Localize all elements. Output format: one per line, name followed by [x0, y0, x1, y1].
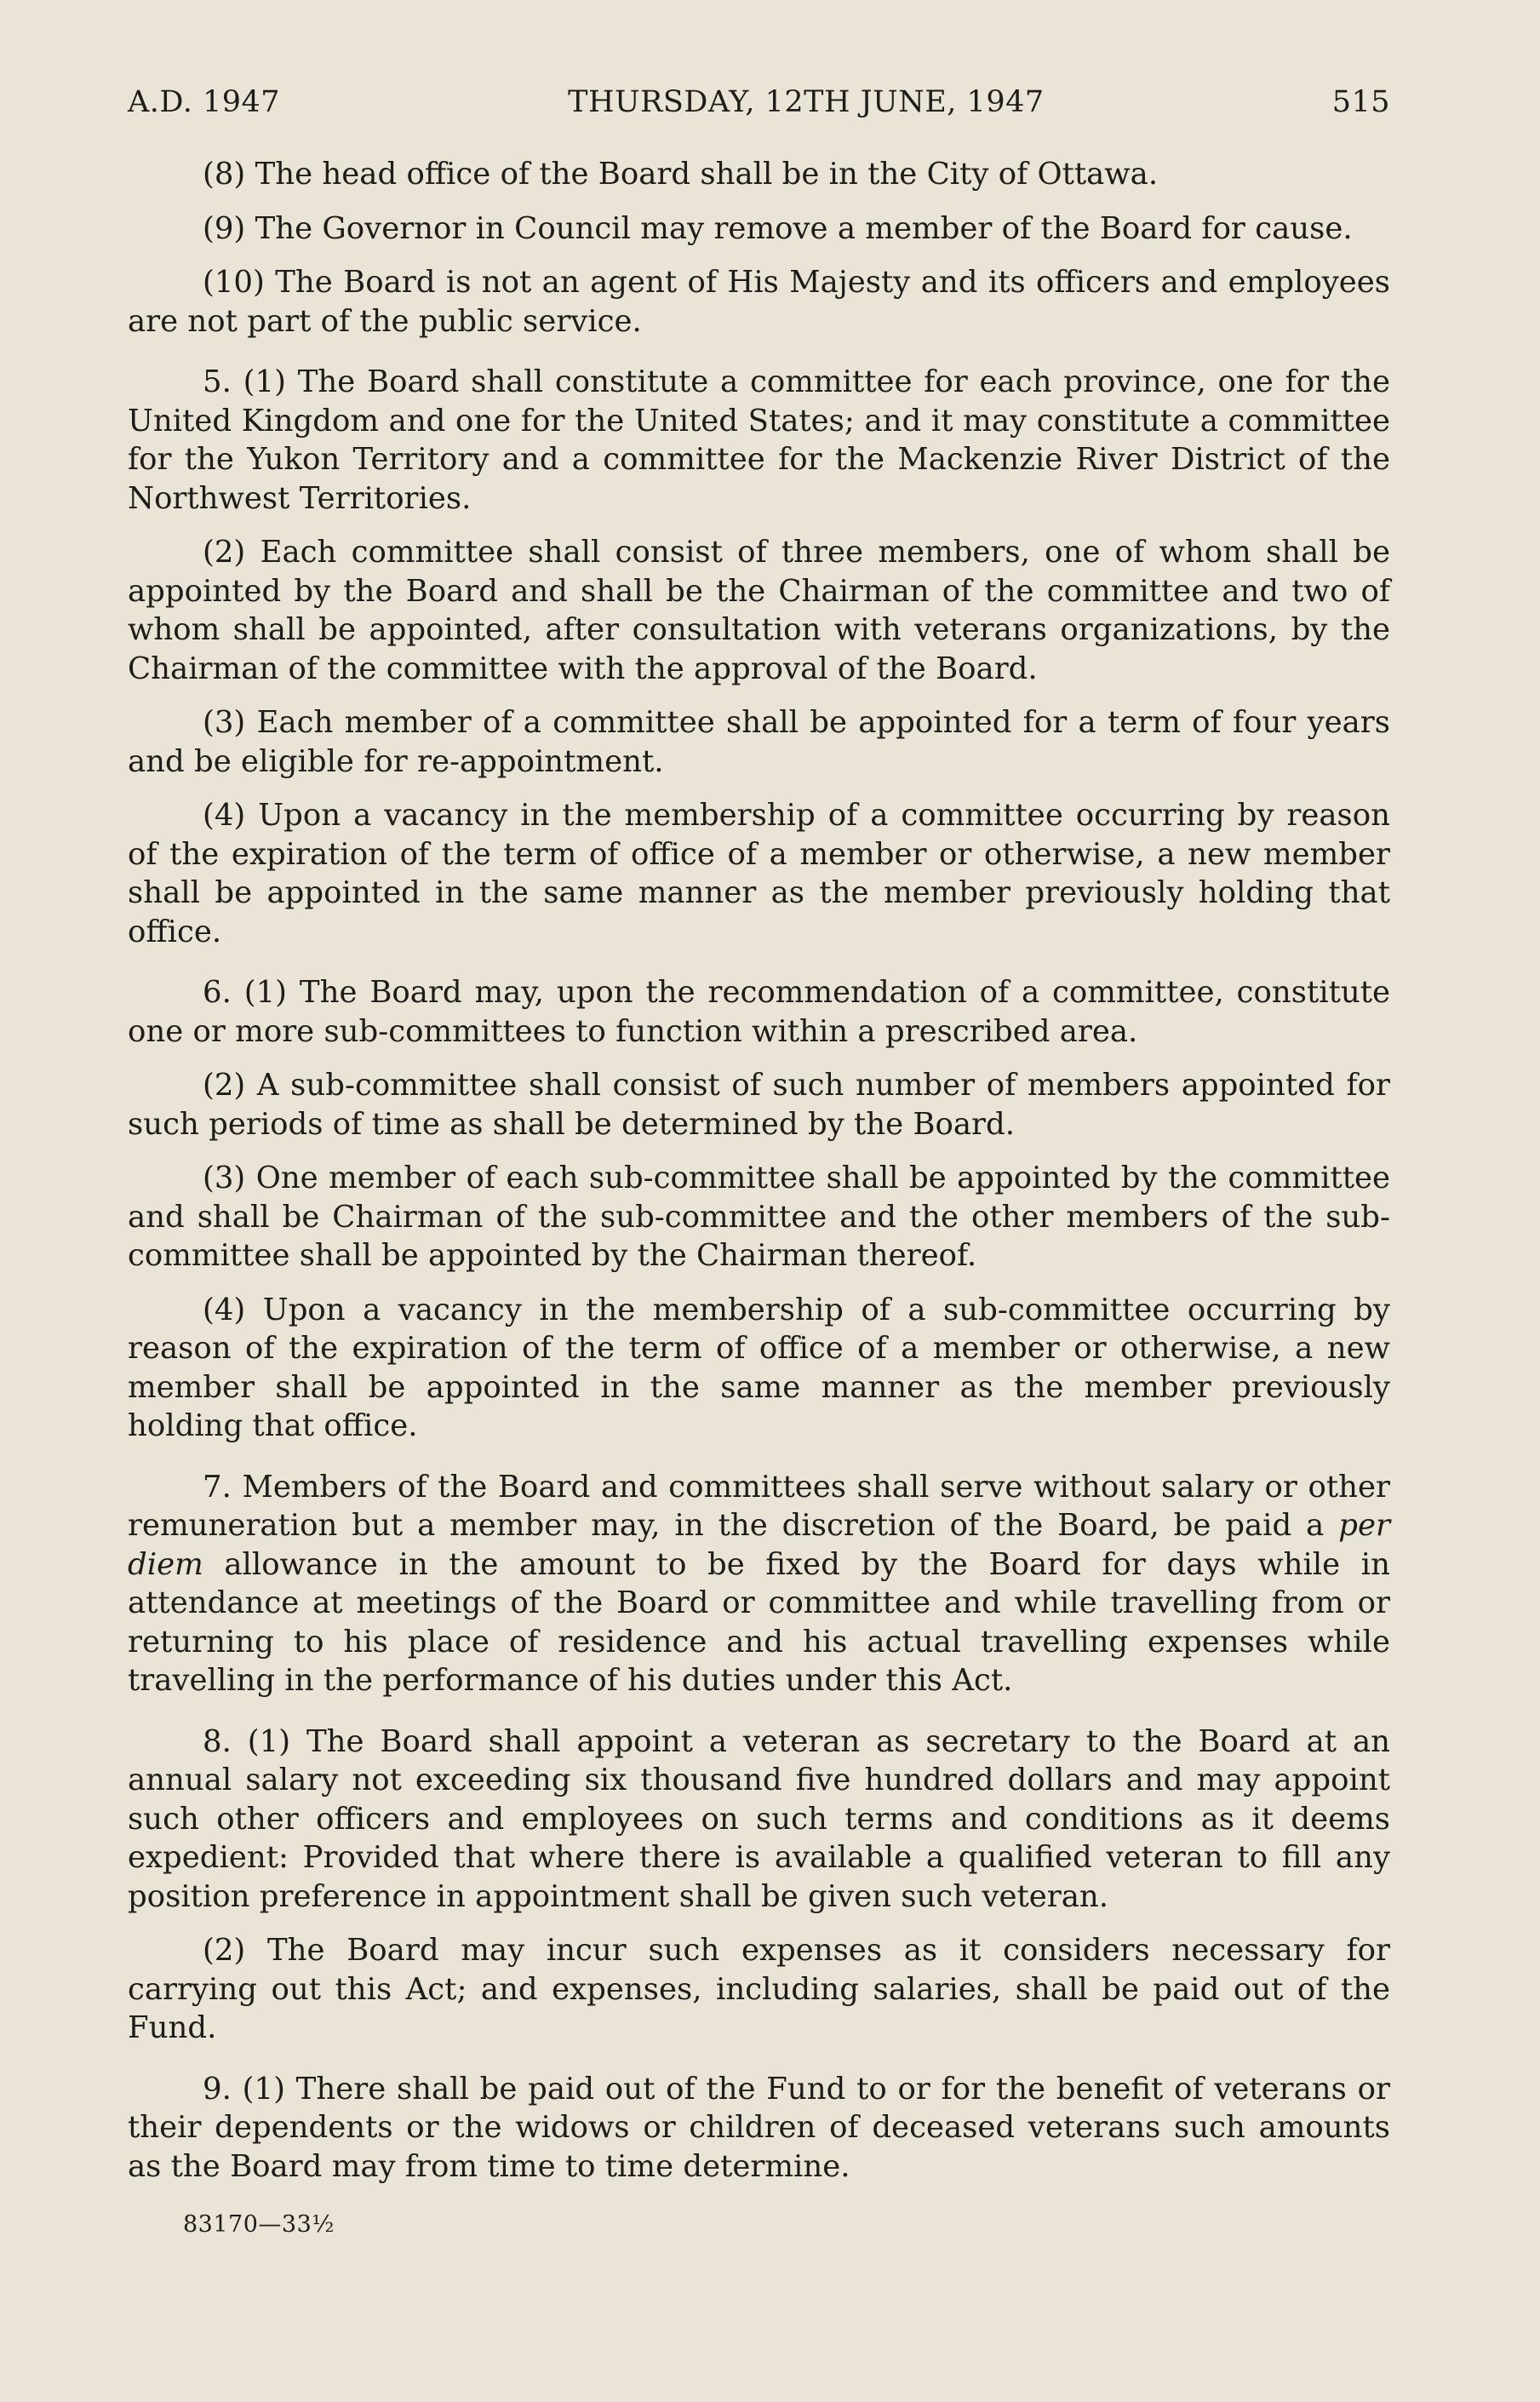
section-paragraph: 9. (1) There shall be paid out of the Fund to or for the benefit of veterans or their dependents or the widows or children of deceased veterans such amounts as the Board may from time to time determine. — [128, 2071, 1390, 2184]
printer-signature: 83170—33½ — [183, 2211, 335, 2238]
paragraph: (3) Each member of a committee shall be appointed for a term of four years and be eligible for re-appointment. — [128, 705, 1390, 779]
italic-phrase: per diem — [128, 1508, 1390, 1582]
paragraph: (8) The head office of the Board shall be in the City of Ottawa. — [203, 157, 1159, 192]
section-paragraph — [128, 1468, 1390, 1700]
paragraph: (2) A sub-committee shall consist of such number of members appointed for such periods of time as shall be determined by the Board. — [128, 1068, 1390, 1142]
section-paragraph: 5. (1) The Board shall constitute a committee for each province, one for the United Kingdom and one for the United States; and it may constitute a committee for the Yukon Territory and a committee for the Mackenzie River District of the Northwest Territories. — [128, 364, 1390, 516]
section-paragraph: 8. (1) The Board shall appoint a veteran as secretary to the Board at an annual salary not exceeding six thousand five hundred dollars and may appoint such other officers and employees on such terms and conditions as it deems expedient: Provided that where there is available a qualified veteran to fill any position preference in appointment shall be given such veteran. — [128, 1723, 1390, 1914]
header-year: A.D. 1947 — [128, 85, 281, 119]
paragraph-text: allowance in the amount to be fixed by the Board for days while in attendance at meetings of the Board or committee and while travelling from or returning to his place of residence and his actual travelling expenses while travelling in the performance of his duties under this Act. — [128, 1546, 1390, 1698]
paragraph: (3) One member of each sub-committee shall be appointed by the committee and shall be Chairman of the sub-committee and the other members of the sub-committee shall be appointed by the Chairman thereof. — [128, 1161, 1390, 1273]
document-body — [128, 155, 1390, 2186]
paragraph: (2) The Board may incur such expenses as it considers necessary for carrying out this Act; and expenses, including salaries, shall be paid out of the Fund. — [128, 1933, 1390, 2045]
page-number: 515 — [1331, 85, 1390, 119]
paragraph: (4) Upon a vacancy in the membership of a sub-committee occurring by reason of the expiration of the term of office of a member or otherwise, a new member shall be appointed in the same manner as the member previously holding that office. — [128, 1292, 1390, 1443]
header-date: THURSDAY, 12TH JUNE, 1947 — [568, 85, 1045, 119]
paragraph: (4) Upon a vacancy in the membership of a committee occurring by reason of the expiration of the term of office of a member or otherwise, a new member shall be appointed in the same manner as the member previously holding that office. — [128, 798, 1390, 949]
paragraph: (2) Each committee shall consist of three members, one of whom shall be appointed by the Board and shall be the Chairman of the committee and two of whom shall be appointed, after consultation with veterans organizations, by the Chairman of the committee with the approval of the Board. — [128, 535, 1390, 686]
paragraph: (9) The Governor in Council may remove a member of the Board for cause. — [203, 210, 1353, 246]
paragraph-text: 7. Members of the Board and committees shall serve without salary or other remuneration but a member may, in the discretion of the Board, be paid a — [128, 1469, 1390, 1543]
section-paragraph: 6. (1) The Board may, upon the recommendation of a committee, constitute one or more sub-committees to function within a prescribed area. — [128, 975, 1390, 1049]
page-header — [128, 85, 1390, 119]
paragraph: (10) The Board is not an agent of His Majesty and its officers and employees are not part of the public service. — [128, 265, 1390, 339]
